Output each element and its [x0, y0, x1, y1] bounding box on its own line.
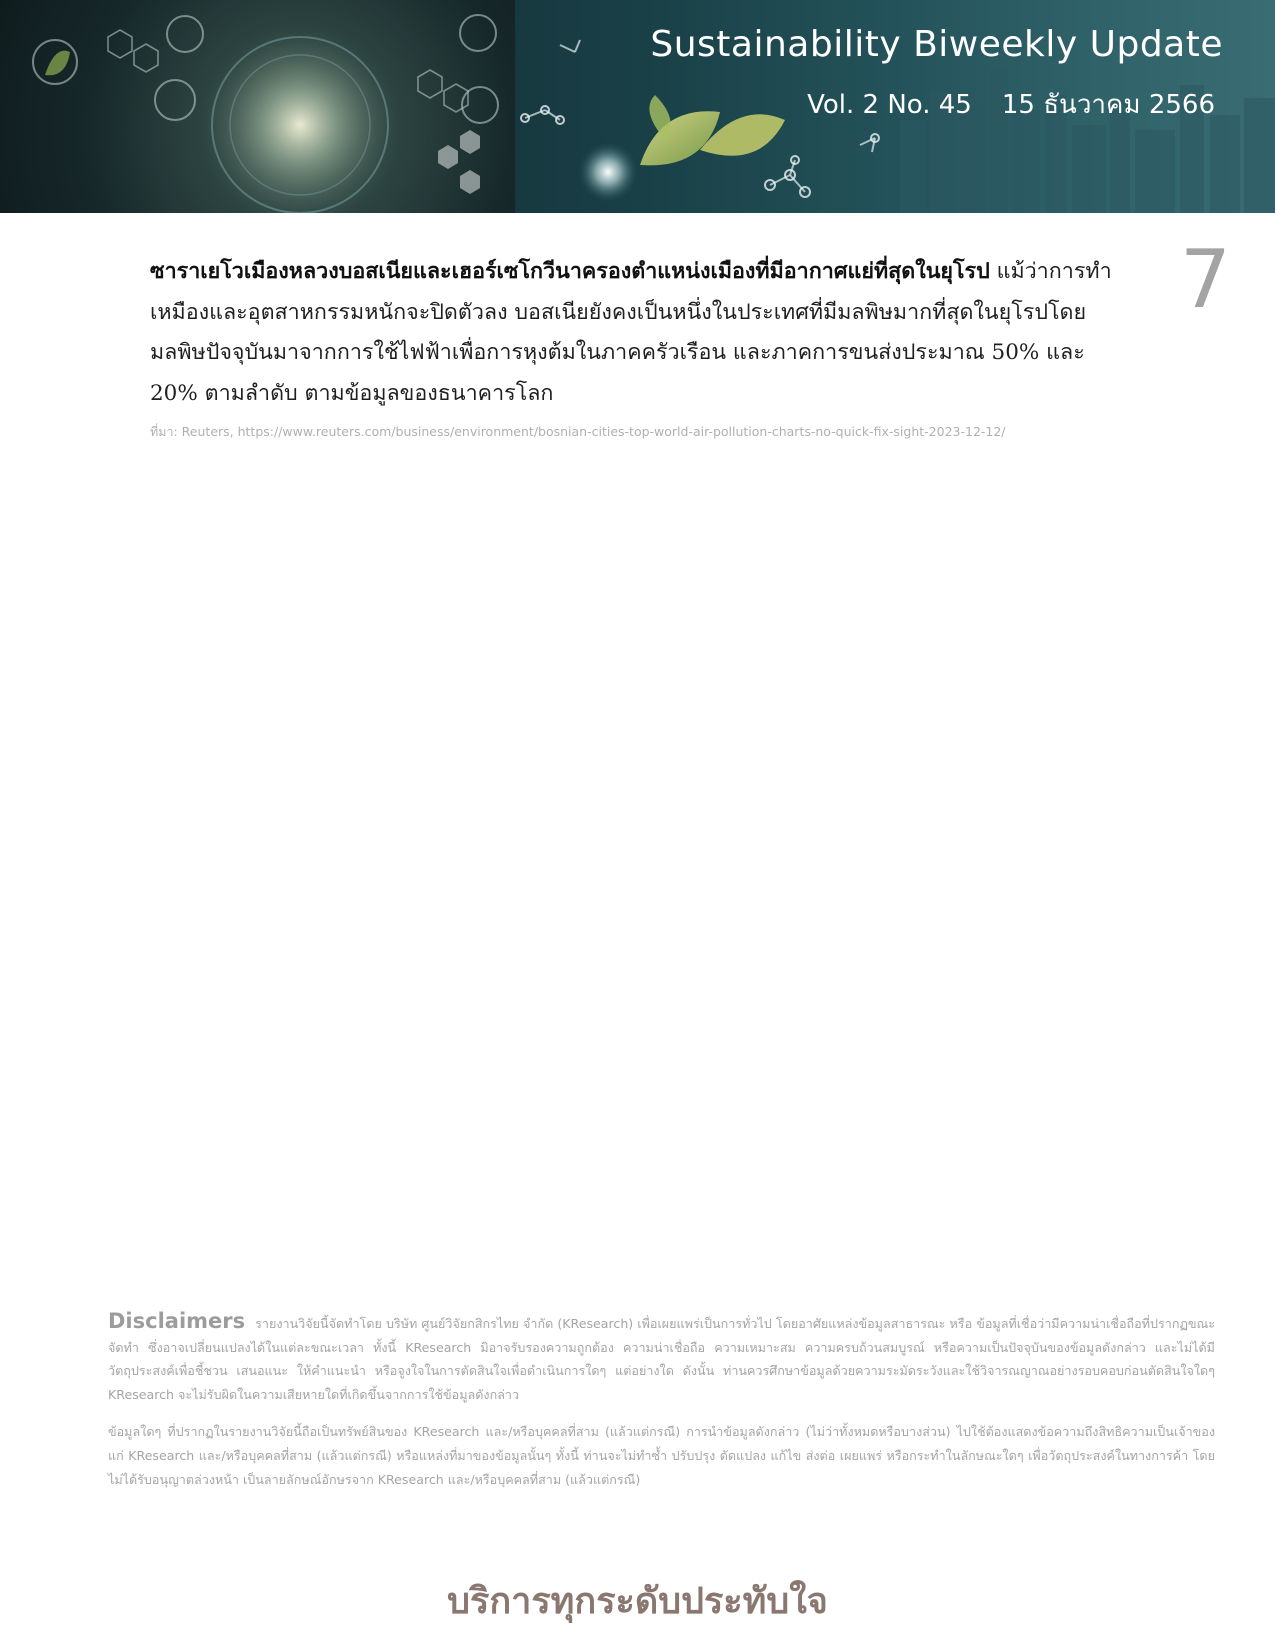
issue-volume: Vol. 2 No. 45 — [807, 90, 972, 120]
issue-date: 15 ธันวาคม 2566 — [1001, 90, 1215, 120]
newsletter-title: Sustainability Biweekly Update — [650, 24, 1223, 65]
disclaimer-paragraph-1 — [108, 1310, 1215, 1406]
article-source: ที่มา: Reuters, https://www.reuters.com/business/environment/bosnian-cities-top-world-air-pollution-charts-no-quick-fix-sight-2023-12-12/ — [150, 424, 1006, 439]
news-article — [150, 252, 1127, 414]
disclaimer-text-1: รายงานวิจัยนี้จัดทำโดย บริษัท ศูนย์วิจัยกสิกรไทย จำกัด (KResearch) เพื่อเผยแพร่เป็นการทั่วไป โดยอาศัยแหล่งข้อมูลสาธารณะ หรือ ข้อมูลที่เชื่อว่ามีความน่าเชื่อถือที่ปรากฏขณะจัดทำ ซึ่งอาจเปลี่ยนแปลงได้ในแต่ละขณะเวลา ทั้งนี้ KResearch มิอาจรับรองความถูกต้อง ความน่าเชื่อถือ ความเหมาะสม ความครบถ้วนสมบูรณ์ หรือความเป็นปัจจุบันของข้อมูลดังกล่าว และไม่ได้มีวัตถุประสงค์เพื่อชี้ชวน เสนอแนะ ให้คำแนะนำ หรือจูงใจในการตัดสินใจเพื่อดำเนินการใดๆ แต่อย่างใด ดังนั้น ท่านควรศึกษาข้อมูลด้วยความระมัดระวังและใช้วิจารณญาณอย่างรอบคอบก่อนตัดสินใจใดๆ KResearch จะไม่รับผิดในความเสียหายใดที่เกิดขึ้นจากการใช้ข้อมูลดังกล่าว — [108, 1316, 1215, 1402]
issue-info — [807, 84, 1215, 125]
article-headline: ซาราเยโวเมืองหลวงบอสเนียและเฮอร์เซโกวีนาครองตำแหน่งเมืองที่มีอากาศแย่ที่สุดในยุโรป — [150, 259, 990, 284]
footer-slogan: บริการทุกระดับประทับใจ — [447, 1580, 828, 1622]
disclaimer-section — [108, 1310, 1215, 1505]
page-number: 7 — [1180, 233, 1231, 326]
header-banner — [0, 0, 1275, 213]
article-body: แม้ว่าการทำเหมืองและอุตสาหกรรมหนักจะปิดตัวลง บอสเนียยังคงเป็นหนึ่งในประเทศที่มีมลพิษมากที่สุดในยุโรปโดยมลพิษปัจจุบันมาจากการใช้ไฟฟ้าเพื่อการหุงต้มในภาคครัวเรือน และภาคการขนส่งประมาณ 50% และ 20% ตามลำดับ ตามข้อมูลของธนาคารโลก — [150, 259, 1112, 406]
disclaimer-paragraph-2: ข้อมูลใดๆ ที่ปรากฏในรายงานวิจัยนี้ถือเป็นทรัพย์สินของ KResearch และ/หรือบุคคลที่สาม (แล้วแต่กรณี) การนำข้อมูลดังกล่าว (ไม่ว่าทั้งหมดหรือบางส่วน) ไปใช้ต้องแสดงข้อความถึงสิทธิความเป็นเจ้าของแก่ KResearch และ/หรือบุคคลที่สาม (แล้วแต่กรณี) หรือแหล่งที่มาของข้อมูลนั้นๆ ทั้งนี้ ท่านจะไม่ทำซ้ำ ปรับปรุง ดัดแปลง แก้ไข ส่งต่อ เผยแพร่ หรือกระทำในลักษณะใดๆ เพื่อวัตถุประสงค์ในทางการค้า โดยไม่ได้รับอนุญาตล่วงหน้า เป็นลายลักษณ์อักษรจาก KResearch และ/หรือบุคคลที่สาม (แล้วแต่กรณี) — [108, 1424, 1215, 1487]
disclaimer-heading: Disclaimers — [108, 1309, 246, 1333]
